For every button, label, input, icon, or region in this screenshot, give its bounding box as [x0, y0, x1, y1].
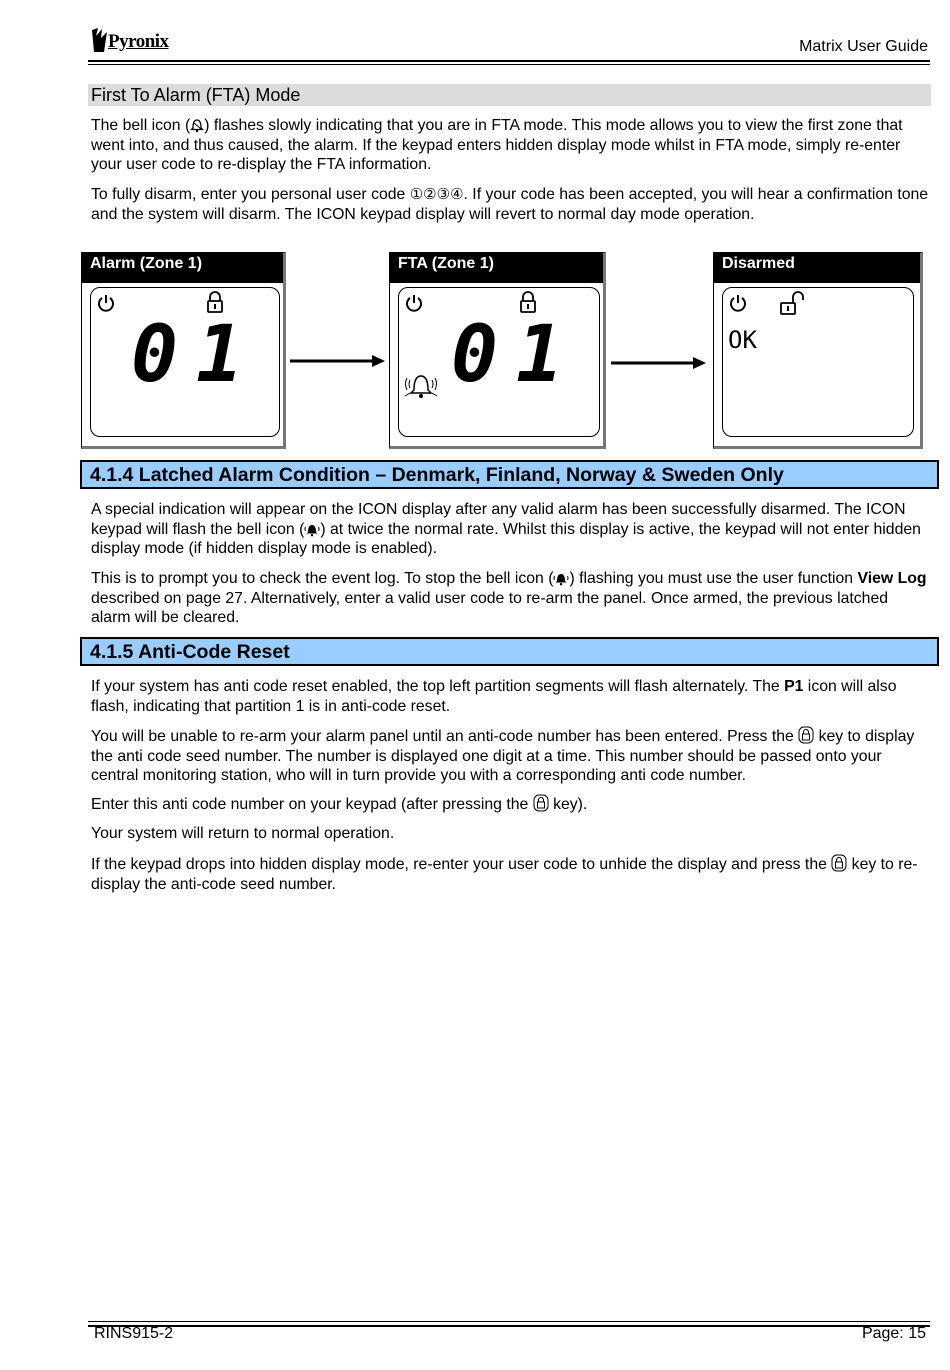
anticode-paragraph-1: If your system has anti code reset enabled, the top left partition segments will flash alternately. The P1 icon will also flash, indicating that partition 1 is in anti-code reset. [91, 678, 897, 715]
p1-text: P1 [784, 678, 804, 695]
panel-title: Disarmed [714, 253, 920, 283]
lock-key-icon [831, 854, 847, 872]
page-number: Page: 15 [861, 1325, 926, 1342]
panel-disarmed [713, 252, 923, 449]
power-icon [95, 292, 117, 314]
panel-alarm [81, 252, 286, 449]
fta-paragraph-2: To fully disarm, enter you personal user code ①②③④. If your code has been accepted, you will hear a confirmation tone and the system will disarm. The ICON keypad display will revert to normal day mode operation. [91, 185, 929, 223]
panel-title: FTA (Zone 1) [390, 253, 603, 283]
anticode-paragraph-2: You will be unable to re-arm your alarm panel until an anti-code number has been entered. Press the key to display the anti code seed number. The number is displayed one digit at a time. This number should be passed onto your central monitoring station, who will in turn provide you with a corresponding anti code number. [91, 728, 915, 784]
pyronix-flame-icon [90, 26, 110, 54]
header-rule-thin [88, 64, 930, 65]
latched-paragraph-2: This is to prompt you to check the event log. To stop the bell icon ( ) flashing you must use the user function View Log described on page 27. Alternatively, enter a valid user code to re-arm the panel. Once armed, the previous latched alarm will be cleared. [91, 570, 927, 626]
segment-display: 01 [451, 310, 581, 400]
unlocked-icon [779, 290, 807, 316]
anticode-paragraph-5: If the keypad drops into hidden display mode, re-enter your user code to unhide the display and press the key to re-display the anti-code seed number. [91, 856, 918, 893]
user-code-digits: ①②③④ [409, 185, 464, 203]
document-title: Matrix User Guide [799, 38, 928, 55]
pyronix-logo [90, 26, 174, 56]
power-icon [403, 292, 425, 314]
footer-rule [88, 1325, 930, 1327]
fta-paragraph-1: The bell icon ( ) flashes slowly indicating that you are in FTA mode. This mode allows you to view the first zone that went into, and thus caused, the alarm. If the keypad enters hidden display mode whilst in FTA mode, simply re-enter your user code to re-display the FTA information. [91, 117, 903, 173]
header-rule [88, 60, 930, 62]
panel-fta [389, 252, 606, 449]
lock-key-icon [533, 794, 549, 812]
anticode-paragraph-3: Enter this anti code number on your keypad (after pressing the key). [91, 796, 588, 813]
view-log-text: View Log [857, 570, 927, 587]
panel-title: Alarm (Zone 1) [82, 253, 283, 283]
footer-rule-thin [88, 1321, 930, 1322]
power-icon [727, 292, 749, 314]
lcd-display [90, 287, 280, 437]
flashing-bell-icon [553, 570, 569, 586]
segment-display: 01 [131, 310, 261, 400]
anticode-paragraph-4: Your system will return to normal operation. [91, 825, 395, 842]
document-reference: RINS915-2 [94, 1325, 174, 1342]
flashing-bell-icon [401, 366, 441, 402]
bell-icon [190, 117, 204, 133]
fta-heading: First To Alarm (FTA) Mode [88, 84, 931, 106]
arrow-right-icon [290, 354, 386, 368]
segment-display: OK [728, 326, 757, 354]
lock-key-icon [798, 726, 814, 744]
lcd-display [722, 287, 914, 437]
latched-paragraph-1: A special indication will appear on the ICON display after any valid alarm has been successfully disarmed. The ICON keypad will flash the bell icon ( ) at twice the normal rate. Whilst this display is active, the keypad will not enter hidden display mode (if hidden display mode is enabled). [91, 501, 921, 557]
lcd-display [398, 287, 600, 437]
flashing-bell-icon [304, 521, 320, 537]
arrow-right-icon [611, 356, 707, 370]
anti-code-heading: 4.1.5 Anti-Code Reset [80, 637, 939, 666]
latched-alarm-heading: 4.1.4 Latched Alarm Condition – Denmark, Finland, Norway & Sweden Only [80, 460, 939, 489]
logo-text: Pyronix [108, 31, 169, 52]
